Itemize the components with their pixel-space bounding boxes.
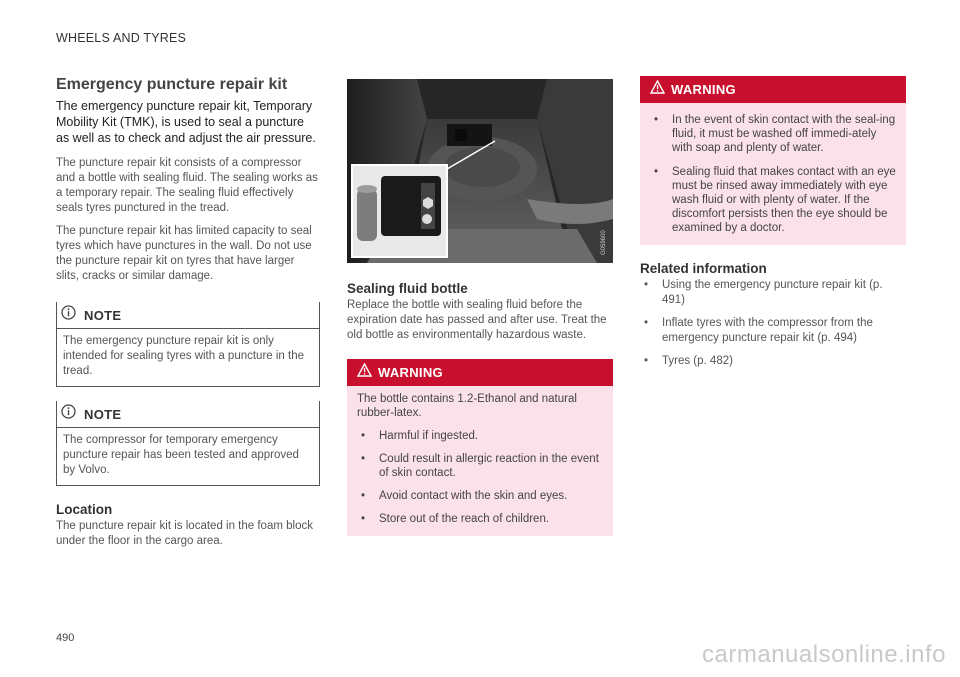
warning-body [640,103,906,245]
list-item-text: Could result in allergic reaction in the event of skin contact. [379,453,599,479]
location-text: The puncture repair kit is located in the foam block under the floor in the cargo area. [56,520,313,547]
related-info-heading: Related information [640,261,767,276]
bottle-heading: Sealing fluid bottle [347,281,468,296]
warning-box-1 [347,359,613,536]
list-item-text: Harmful if ingested. [379,430,479,442]
image-code: G059600 [601,230,607,255]
warning-triangle-icon [650,80,665,99]
section-header: WHEELS AND TYRES [56,31,187,45]
list-item [357,429,603,443]
bullet: • [361,430,366,442]
warning-box-2 [640,76,906,245]
bullet: • [654,166,659,178]
list-item-text: Sealing fluid that makes contact with an eye must be rinsed away immediately with eye wash fluid or with plenty of water. If the discomfort persists then the eye should be examined by a doctor. [672,166,896,234]
bullet: • [644,317,649,329]
bullet: • [644,355,649,367]
info-icon [61,305,76,325]
warning-label: WARNING [671,82,736,97]
related-link-text[interactable]: Using the emergency puncture repair kit (p. 491) [662,279,883,306]
note-header [57,401,319,428]
watermark: carmanualsonline.info [702,641,946,668]
note-label: NOTE [84,307,122,323]
related-link[interactable] [640,354,906,369]
list-item [650,113,896,155]
column-middle [347,79,613,536]
list-item-text: Avoid contact with the skin and eyes. [379,490,568,502]
kit-description-paragraph: The puncture repair kit consists of a compressor and a bottle with sealing fluid. The sealing works as a temporary repair. The sealing fluid effectively seals tyres punctured in the tread. [56,157,318,214]
related-link[interactable] [640,316,906,346]
warning-label: WARNING [378,365,443,380]
note-label: NOTE [84,406,122,422]
intro-paragraph: The emergency puncture repair kit, Temporary Mobility Kit (TMK), is used to seal a puncture as well as to check and adjust the air pressure. [56,99,316,145]
warning-header [347,359,613,386]
warning-body [347,386,613,536]
bullet: • [361,453,366,465]
bottle-text: Replace the bottle with sealing fluid before the expiration date has passed and after use. Treat the old bottle as environmentally hazardous waste. [347,299,607,341]
related-link[interactable] [640,278,906,308]
kit-limitation-paragraph: The puncture repair kit has limited capacity to seal tyres which have punctures in the wall. Do not use the puncture repair kit on tyres that have larger slits, cracks or similar damage. [56,225,312,282]
bullet: • [361,490,366,502]
page-number: 490 [56,632,75,644]
warning-header [640,76,906,103]
related-links-list [640,278,906,369]
page-title: Emergency puncture repair kit [56,76,288,93]
info-icon [61,404,76,424]
bullet: • [644,279,649,291]
note-text: The compressor for temporary emergency puncture repair has been tested and approved by Volvo. [63,434,299,476]
related-link-text[interactable]: Inflate tyres with the compressor from the emergency puncture repair kit (p. 494) [662,317,873,344]
note-text: The emergency puncture repair kit is only intended for sealing tyres with a puncture in the tread. [63,335,305,377]
list-item-text: In the event of skin contact with the seal-ing fluid, it must be washed off immedi-ately with soap and plenty of water. [672,114,896,154]
bullet: • [361,513,366,525]
column-right [640,76,906,377]
cargo-area-photo [347,79,613,263]
list-item [357,489,603,503]
warning-intro: The bottle contains 1.2-Ethanol and natural rubber-latex. [357,393,577,419]
related-link-text[interactable]: Tyres (p. 482) [662,355,733,367]
location-heading: Location [56,502,113,517]
warning-triangle-icon [357,363,372,382]
list-item [357,512,603,526]
list-item-text: Store out of the reach of children. [379,513,550,525]
bullet: • [654,114,659,126]
note-box-1 [56,302,320,387]
list-item [650,165,896,235]
note-box-2 [56,401,320,486]
note-header [57,302,319,329]
list-item [357,452,603,480]
column-left [56,76,320,557]
